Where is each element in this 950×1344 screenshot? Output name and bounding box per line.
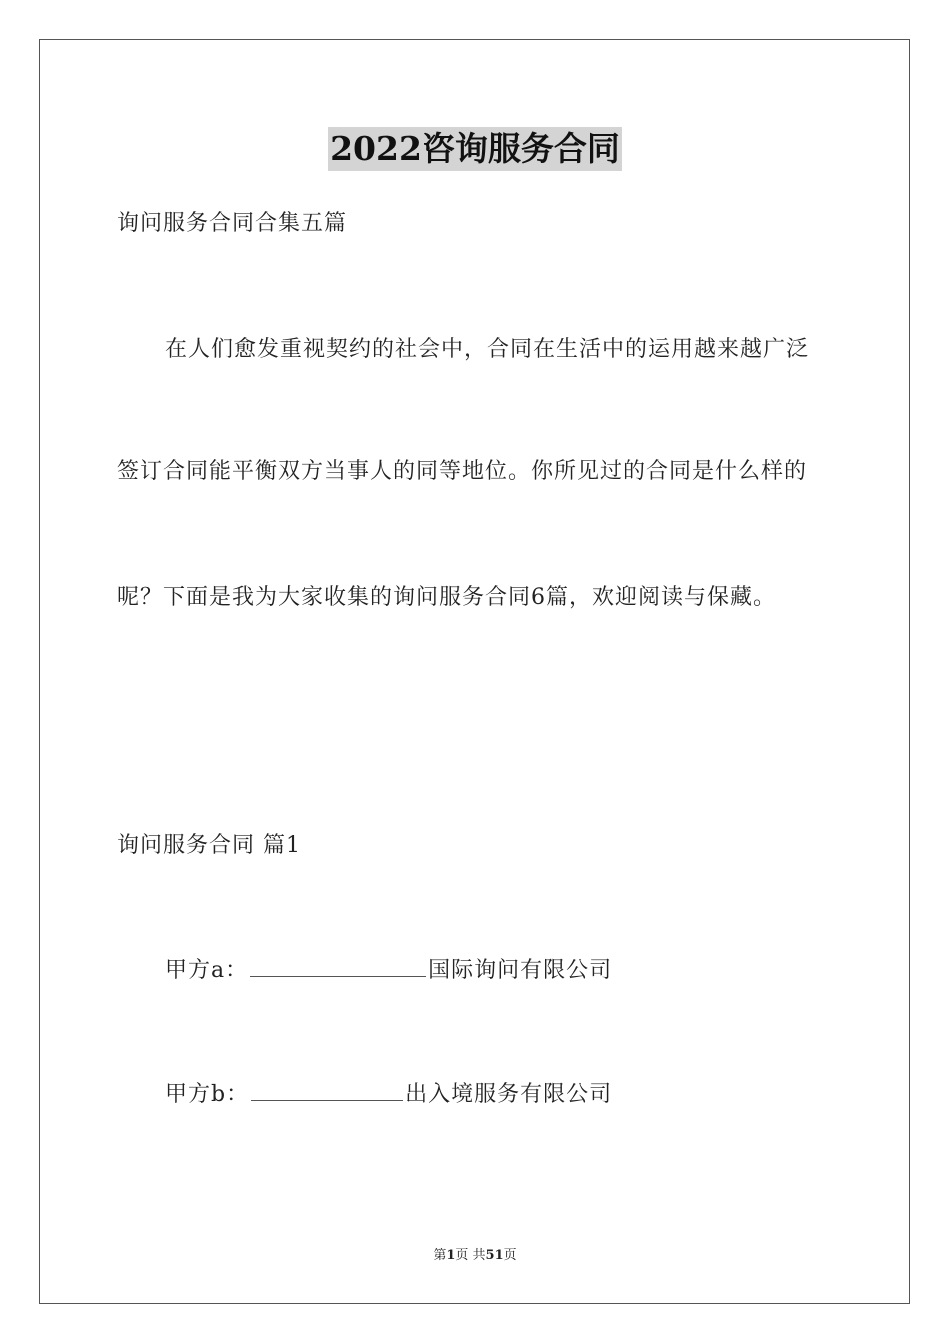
footer-current-page: 1: [446, 1248, 456, 1263]
footer-suffix: 页: [503, 1248, 517, 1263]
party-b-company: 出入境服务有限公司: [405, 1082, 613, 1107]
party-a-line: [165, 956, 612, 986]
party-a-blank: [250, 956, 426, 977]
party-a-label: 甲方a：: [165, 958, 249, 983]
party-a-company: 国际询问有限公司: [428, 958, 613, 983]
intro-line-3: 呢？下面是我为大家收集的询问服务合同6篇，欢迎阅读与保藏。: [117, 585, 776, 610]
intro-line-1: 在人们愈发重视契约的社会中，合同在生活中的运用越来越广泛: [165, 337, 810, 362]
page-footer: [0, 1247, 950, 1265]
footer-prefix: 第: [433, 1248, 447, 1263]
document-subtitle: 询问服务合同合集五篇: [117, 211, 348, 236]
intro-line-2: 签订合同能平衡双方当事人的同等地位。你所见过的合同是什么样的: [117, 459, 808, 484]
footer-middle: 页 共: [455, 1248, 486, 1263]
footer-total-pages: 51: [485, 1248, 504, 1263]
section-heading: 询问服务合同 篇1: [117, 833, 301, 858]
title-container: [0, 127, 950, 171]
party-b-line: [165, 1080, 612, 1110]
document-title: 2022咨询服务合同: [328, 127, 622, 171]
party-b-label: 甲方b：: [165, 1082, 250, 1107]
party-b-blank: [251, 1080, 403, 1101]
